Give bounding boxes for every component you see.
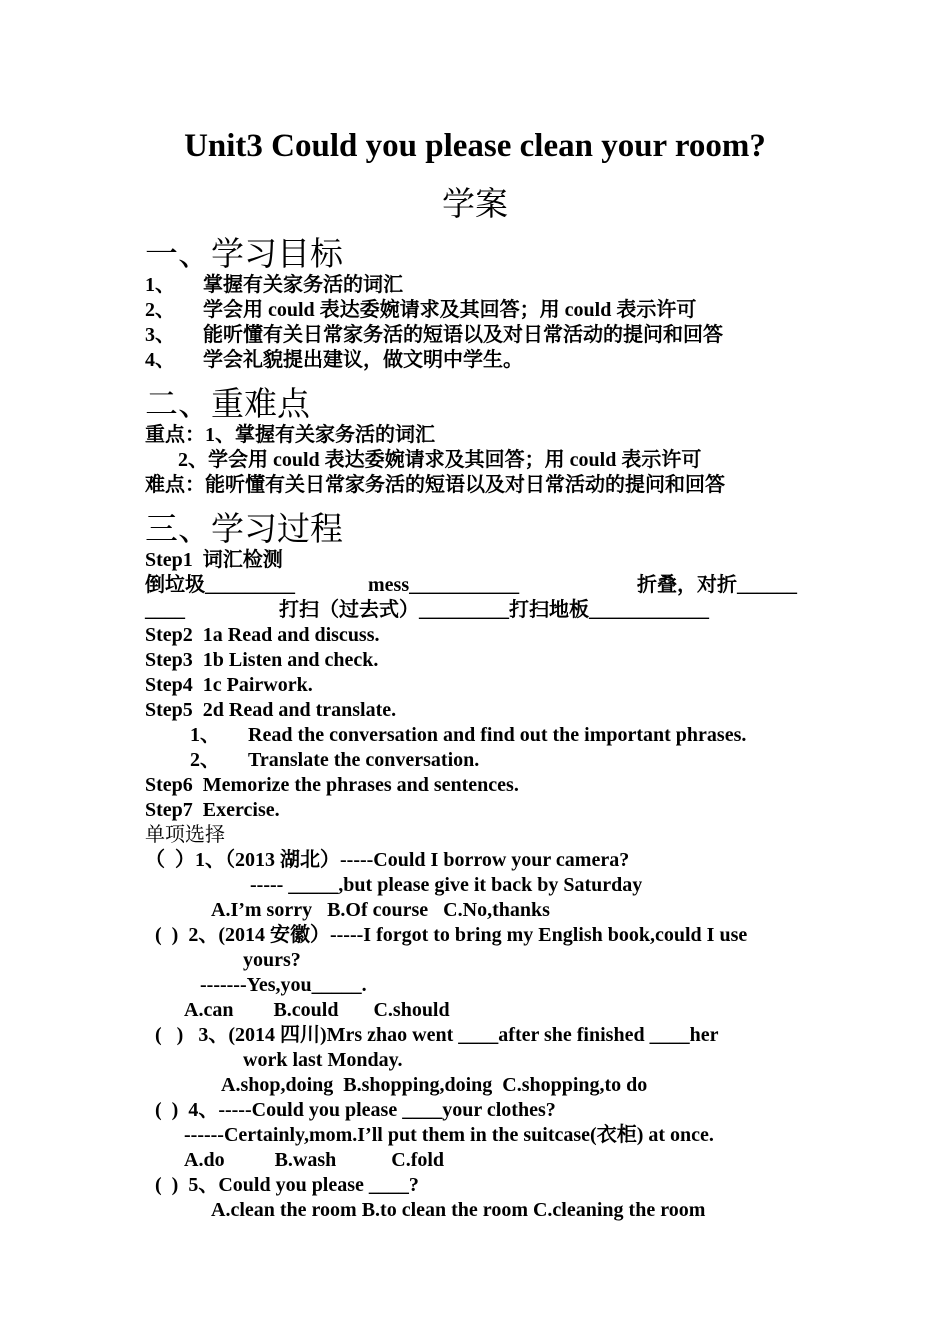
- question-2-options: A.can B.could C.should: [184, 999, 450, 1021]
- section1-heading: 一、学习目标: [145, 234, 343, 273]
- objective-text-3: 能听懂有关日常家务活的短语以及对日常活动的提问和回答: [203, 324, 723, 346]
- document-subtitle: 学案: [442, 184, 508, 223]
- difficult-point-line: 难点：能听懂有关日常家务活的短语以及对日常活动的提问和回答: [145, 474, 725, 496]
- step3-label: Step3 1b Listen and check.: [145, 649, 379, 671]
- objective-item-2: [145, 298, 696, 323]
- step2-label: Step2 1a Read and discuss.: [145, 624, 380, 646]
- question-4-stem: ( ) 4、-----Could you please ____your clothes?: [155, 1099, 556, 1121]
- objective-text-1: 掌握有关家务活的词汇: [203, 274, 403, 296]
- question-3-line2: work last Monday.: [243, 1049, 403, 1071]
- objective-text-2: 学会用 could 表达委婉请求及其回答；用 could 表示许可: [203, 299, 697, 321]
- section3-heading: 三、学习过程: [145, 509, 343, 548]
- objective-item-4: [145, 348, 523, 373]
- question-5-stem: ( ) 5、Could you please ____?: [155, 1174, 419, 1196]
- objective-item-1: [145, 273, 403, 298]
- key-point-line-2: 2、学会用 could 表达委婉请求及其回答；用 could 表示许可: [178, 449, 702, 471]
- vocab-blank-continuation: ____: [145, 599, 185, 621]
- vocab-item-mess: mess___________: [368, 574, 520, 596]
- objective-num-3: 3、: [145, 324, 175, 346]
- key-point-line: 重点：1、掌握有关家务活的词汇: [145, 424, 435, 446]
- question-2-line3: -------Yes,you_____.: [200, 974, 367, 996]
- question-3-options: A.shop,doing B.shopping,doing C.shopping,to do: [221, 1074, 648, 1096]
- step5-substep-1: [190, 723, 746, 748]
- document-title: Unit3 Could you please clean your room?: [184, 128, 766, 164]
- question-4-line2: ------Certainly,mom.I’ll put them in the suitcase(衣柜) at once.: [184, 1124, 714, 1146]
- objective-num-1: 1、: [145, 274, 175, 296]
- substep-text-1: Read the conversation and find out the important phrases.: [248, 724, 747, 746]
- section2-heading: 二、重难点: [145, 384, 310, 423]
- vocab-item-fold: 折叠，对折______: [637, 574, 797, 596]
- exercise-title: 单项选择: [145, 824, 225, 846]
- question-4-options: A.do B.wash C.fold: [184, 1149, 445, 1171]
- question-1-line2: ----- _____,but please give it back by Saturday: [250, 874, 643, 896]
- step5-label: Step5 2d Read and translate.: [145, 699, 397, 721]
- step6-label: Step6 Memorize the phrases and sentences.: [145, 774, 519, 796]
- question-3-stem: ( ) 3、(2014 四川)Mrs zhao went ____after she finished ____her: [155, 1024, 719, 1046]
- objective-text-4: 学会礼貌提出建议，做文明中学生。: [203, 349, 523, 371]
- vocab-item-sweep: 打扫（过去式）_________打扫地板____________: [279, 599, 709, 621]
- question-5-options: A.clean the room B.to clean the room C.cleaning the room: [211, 1199, 706, 1221]
- step1-label: Step1 词汇检测: [145, 549, 283, 571]
- step4-label: Step4 1c Pairwork.: [145, 674, 313, 696]
- substep-num-1: 1、: [190, 724, 220, 746]
- question-1-stem: （ ）1、（2013 湖北）-----Could I borrow your camera?: [145, 849, 630, 871]
- objective-num-2: 2、: [145, 299, 175, 321]
- objective-item-3: [145, 323, 723, 348]
- step5-substep-2: [190, 748, 479, 773]
- step7-label: Step7 Exercise.: [145, 799, 280, 821]
- question-1-options: A.I’m sorry B.Of course C.No,thanks: [211, 899, 550, 921]
- question-2-stem: ( ) 2、(2014 安徽）-----I forgot to bring my English book,could I use: [155, 924, 748, 946]
- substep-text-2: Translate the conversation.: [248, 749, 480, 771]
- objective-num-4: 4、: [145, 349, 175, 371]
- vocab-item-take-out-trash: 倒垃圾_________: [145, 574, 295, 596]
- question-2-line2: yours?: [243, 949, 301, 971]
- substep-num-2: 2、: [190, 749, 220, 771]
